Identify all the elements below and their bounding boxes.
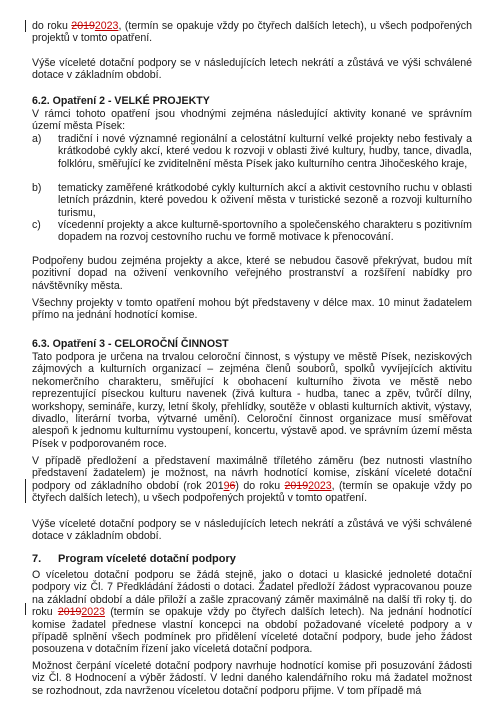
paragraph-4: Podpořeny budou zejména projekty a akce, které se nebudou časově překrývat, budou mít pozitivní dopad na oživení venkovního veřejného prostranství a rozšíření nabídky pro návštěvníky města. [32, 255, 472, 292]
section-title: Program víceleté dotační podpory [58, 553, 236, 565]
deleted-text: 2019 [284, 479, 309, 492]
inserted-text: 9 [223, 479, 230, 492]
paragraph-8: Výše víceleté dotační podpory se v následujících letech nekrátí a zůstává ve výši schválené dotace v základním období. [32, 518, 472, 543]
list-text: tematicky zaměřené krátkodobé cykly kulturních akcí a aktivit cestovního ruchu v oblasti letních prázdnin, které povedou k oživení města v turistické sezoně a rozvoji kulturního turismu, [58, 182, 472, 219]
paragraph-9: O víceletou dotační podporu se žádá stejně, jako o dotaci u klasické jednoleté dotační podpory viz Čl. 7 Předkládání žádosti o dotaci. Žadatel předloží žádost vypracovanou pouze na základní období a dále přiloží a zašle zpracovaný záměr maximálně na další tři roky tj. do roku 20192023 (termín se opakuje vždy po čtyřech dalších letech). Na jednání hodnotící komise žadatel přednese vlastní koncepci na období požadované víceleté podpory a v případě splnění všech podmínek pro přidělení víceleté dotační podpory, bude jeho žádost posouzena v dotačním řízení jako víceletá dotační podpora. [32, 569, 473, 656]
paragraph-2: Výše víceleté dotační podpory se v následujících letech nekrátí a zůstává ve výši schválené dotace v základním období. [32, 57, 472, 82]
heading-7 [32, 553, 236, 565]
paragraph-7: V případě předložení a představení maximálně tříletého záměru (bez nutnosti vlastního představení žadatelem) je možnost, na návrh hodnotící komise, získání víceleté dotační podpory od základního období (rok 20196) do roku 20192023, (termín se opakuje vždy po čtyřech dalších letech), u všech podpořených projektů v tomto opatření. [32, 455, 472, 505]
heading-6-3: 6.3. Opatření 3 - CELOROČNÍ ČINNOST [32, 338, 229, 350]
list-text: tradiční i nové významné regionální a celostátní kulturní velké projekty nebo festivaly a krátkodobé cykly akcí, které vedou k rozvoji v oblasti živé kultury, hudby, tance, divadla, folklóru, směřující ke zviditelnění města Písek jako kulturního centra Jihočeského kraje, [58, 133, 472, 170]
paragraph-1: do roku 20192023, (termín se opakuje vždy po čtyřech dalších letech), u všech podpořených projektů v tomto opatření. [32, 20, 472, 45]
list-marker: a) [32, 133, 42, 145]
paragraph-3: V rámci tohoto opatření jsou vhodnými zejména následující aktivity konané ve správním území města Písek: [32, 108, 472, 133]
heading-6-2: 6.2. Opatření 2 - VELKÉ PROJEKTY [32, 95, 210, 107]
list-marker: b) [32, 182, 42, 194]
paragraph-5: Všechny projekty v tomto opatření mohou být představeny v délce max. 10 minut žadatelem přímo na jednání hodnotící komise. [32, 297, 472, 322]
change-bar [25, 20, 26, 32]
paragraph-10: Možnost čerpání víceleté dotační podpory navrhuje hodnotící komise při posuzování žádosti viz Čl. 8 Hodnocení a výběr žádostí. V ledni daného kalendářního roku má žadatel možnost se rozhodnout, zda navrženou víceletou dotační podporu přijme. V tom případě má [32, 660, 472, 697]
inserted-text: 2023 [81, 606, 105, 619]
change-bar [25, 479, 26, 503]
inserted-text: 2023 [94, 20, 119, 32]
list-text: vícedenní projekty a akce kulturně-sportovního a společenského charakteru s pozitivním dopadem na rozvoj cestovního ruchu ve formě motivace k přenocování. [58, 219, 472, 244]
section-number: 7. [32, 553, 42, 565]
list-marker: c) [32, 219, 41, 231]
deleted-text: 2019 [57, 606, 82, 619]
inserted-text: 2023 [308, 479, 332, 492]
change-bar [25, 603, 26, 615]
paragraph-6: Tato podpora je určena na trvalou celoroční činnost, s výstupy ve městě Písek, neziskových zájmových a kulturních organizací – zejména členů souborů, spolků vyvíjejících aktivitu nekomerčního charakteru, směřující k obohacení kulturního života ve městě nebo reprezentující píseckou kulturu navenek (živá kultura - hudba, tanec a zpěv, tvůrčí dílny, workshopy, semináře, kurzy, letní školy, přehlídky, soutěže v oblasti kulturních aktivit, výstavy, divadlo, literární tvorba, výtvarné umění). Celoroční činnost organizace musí směřovat alespoň k jednomu kulturnímu vystoupení, koncertu, výstavě apod. ve správním území města Písek v podporovaném roce. [32, 351, 472, 450]
deleted-text: 2019 [71, 20, 95, 32]
deleted-text: 6 [229, 479, 236, 492]
